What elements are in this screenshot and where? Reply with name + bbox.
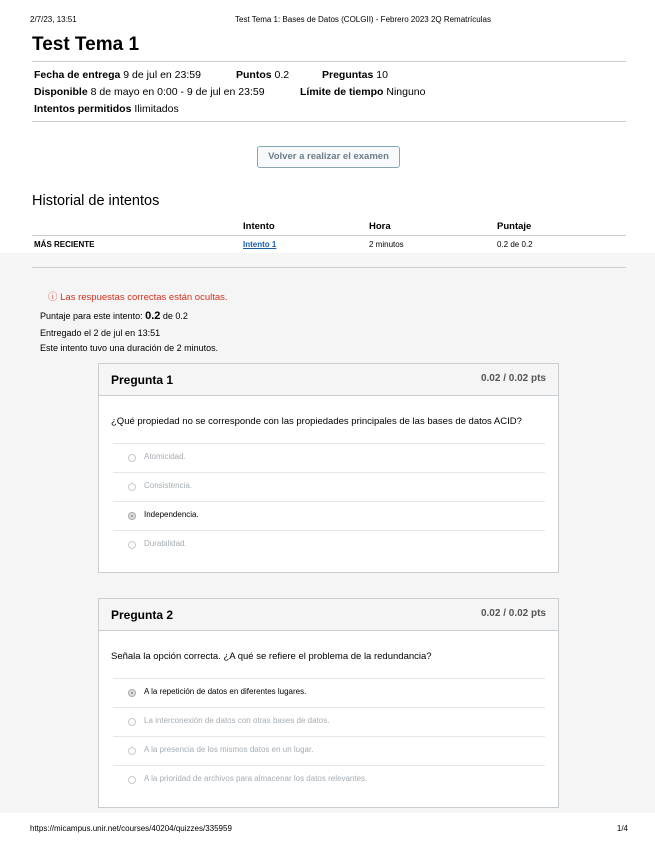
question-title: Pregunta 1	[111, 373, 174, 387]
due-date	[34, 69, 201, 81]
question-points: 0.02 / 0.02 pts	[480, 373, 546, 384]
radio-button	[128, 747, 136, 755]
history-row-label: MÁS RECIENTE	[34, 240, 95, 249]
answer-text: Consistencia.	[144, 481, 193, 490]
divider	[32, 235, 626, 236]
available-value: 8 de mayo en 0:00 - 9 de jul en 23:59	[90, 86, 265, 98]
submitted-date: Entregado el 2 de jul en 13:51	[40, 328, 161, 338]
history-row-score: 0.2 de 0.2	[497, 240, 533, 249]
history-title: Historial de intentos	[32, 193, 160, 209]
divider	[32, 121, 626, 122]
question-title: Pregunta 2	[111, 608, 174, 622]
availability	[34, 86, 265, 98]
retake-quiz-button[interactable]: Volver a realizar el examen	[257, 146, 400, 168]
question-points: 0.02 / 0.02 pts	[480, 608, 546, 619]
question-header	[99, 364, 558, 396]
hidden-answers-note: ⓘ Las respuestas correctas están ocultas.	[48, 292, 228, 303]
question-card	[98, 363, 559, 573]
time-limit-value: Ninguno	[386, 86, 426, 98]
question-text: ¿Qué propiedad no se corresponde con las propiedades principales de las bases de datos ACID?	[111, 416, 522, 427]
quiz-title: Test Tema 1	[32, 34, 140, 55]
score-value: 0.2	[145, 310, 161, 322]
answer-option	[113, 443, 545, 472]
radio-button	[128, 718, 136, 726]
due-value: 9 de jul en 23:59	[123, 69, 201, 81]
radio-button	[128, 454, 136, 462]
print-title: Test Tema 1: Bases de Datos (COLGII) - Febrero 2023 2Q Rematrículas	[235, 15, 491, 24]
history-header-time: Hora	[369, 221, 391, 232]
attempts-allowed	[34, 103, 179, 115]
print-date: 2/7/23, 13:51	[30, 15, 77, 24]
due-label: Fecha de entrega	[34, 69, 121, 81]
attempt-score	[40, 310, 188, 322]
answer-option-selected	[113, 501, 545, 530]
attempt-link[interactable]: Intento 1	[243, 240, 277, 249]
question-header	[99, 599, 558, 631]
divider	[32, 267, 626, 268]
score-suffix: de 0.2	[160, 311, 188, 321]
answer-option	[113, 765, 545, 794]
history-header-score: Puntaje	[497, 221, 532, 232]
available-label: Disponible	[34, 86, 88, 98]
score-prefix: Puntaje para este intento:	[40, 311, 146, 321]
points	[236, 69, 289, 81]
attempts-value: Ilimitados	[134, 103, 179, 115]
questions-value: 10	[376, 69, 388, 81]
print-url: https://micampus.unir.net/courses/40204/quizzes/335959	[30, 824, 232, 833]
answer-text: A la repetición de datos en diferentes lugares.	[144, 687, 307, 696]
radio-button-selected	[128, 689, 136, 697]
answer-option	[113, 707, 545, 736]
answer-text: Atomicidad.	[144, 452, 186, 461]
attempts-label: Intentos permitidos	[34, 103, 132, 115]
questions-count	[322, 69, 388, 81]
radio-button	[128, 541, 136, 549]
answer-option	[113, 472, 545, 501]
answer-option	[113, 530, 545, 559]
divider	[32, 61, 626, 62]
time-limit-label: Límite de tiempo	[300, 86, 384, 98]
radio-button-selected	[128, 512, 136, 520]
page-number: 1/4	[616, 824, 628, 833]
answer-option-selected	[113, 678, 545, 707]
attempt-duration: Este intento tuvo una duración de 2 minutos.	[40, 343, 219, 353]
question-card	[98, 598, 559, 808]
answer-option	[113, 736, 545, 765]
history-header-attempt: Intento	[243, 221, 275, 232]
answer-text: Durabilidad.	[144, 539, 187, 548]
points-value: 0.2	[274, 69, 290, 81]
radio-button	[128, 483, 136, 491]
points-label: Puntos	[236, 69, 272, 81]
question-text: Señala la opción correcta. ¿A qué se refiere el problema de la redundancia?	[111, 651, 432, 662]
answer-text: Independencia.	[144, 510, 199, 519]
radio-button	[128, 776, 136, 784]
answer-text: A la prioridad de archivos para almacenar los datos relevantes.	[144, 774, 368, 783]
history-row-time: 2 minutos	[369, 240, 404, 249]
answer-text: A la presencia de los mismos datos en un lugar.	[144, 745, 314, 754]
questions-label: Preguntas	[322, 69, 374, 81]
time-limit	[300, 86, 425, 98]
answer-text: La interconexión de datos con otras bases de datos.	[144, 716, 330, 725]
